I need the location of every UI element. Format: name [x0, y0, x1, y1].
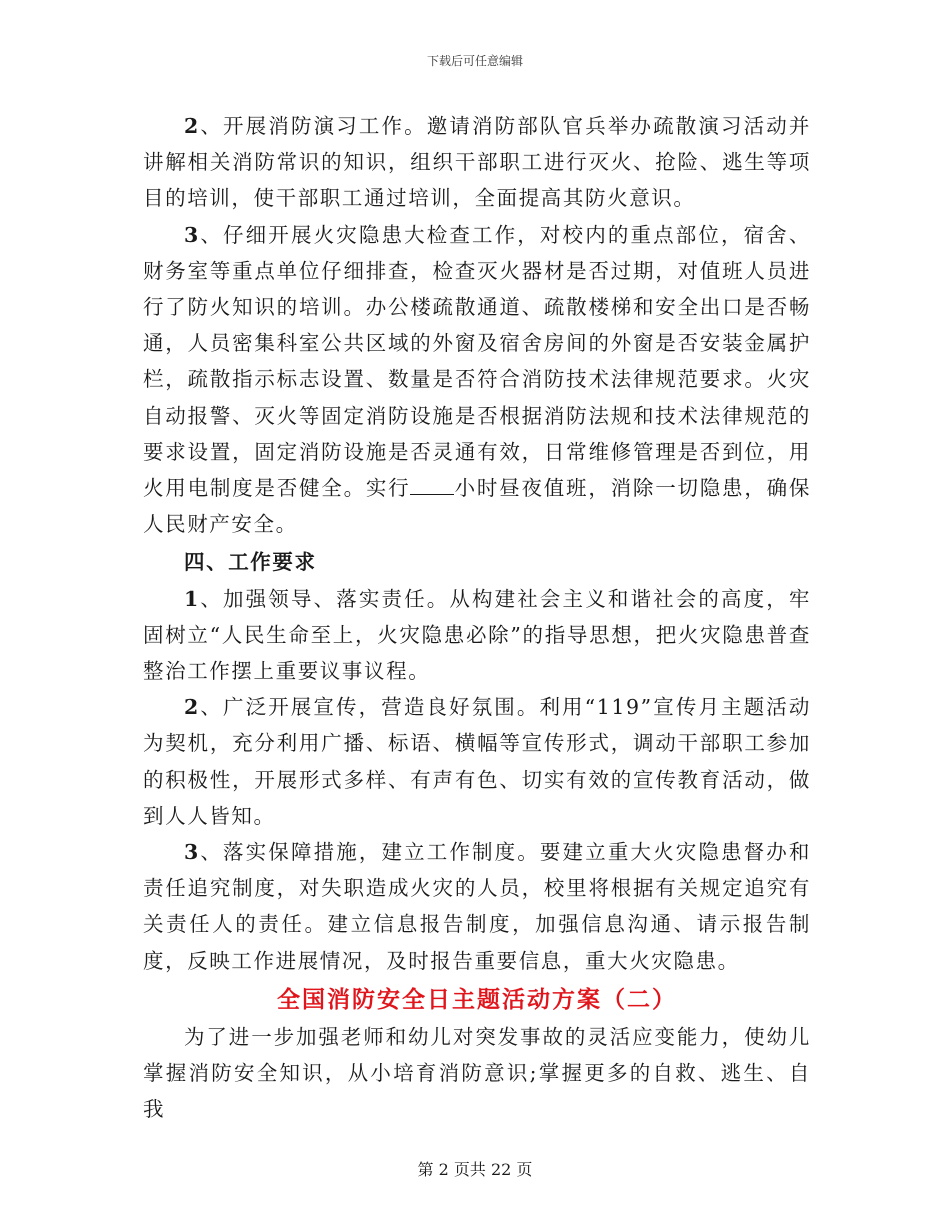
- document-title: 全国消防安全日主题活动方案（二）: [277, 985, 677, 1013]
- intro-paragraph: 为了进一步加强老师和幼儿对突发事故的灵活应变能力，使幼儿掌握消防安全知识，从小培育消防意识;掌握更多的自救、逃生、自我: [143, 1024, 811, 1122]
- item-number: 1: [184, 586, 200, 611]
- requirement-item-1: [143, 581, 811, 690]
- section-heading: 四、工作要求: [184, 550, 317, 575]
- item-number: 2: [184, 114, 200, 138]
- requirement-item-2: [143, 689, 811, 834]
- requirement-text: 、落实保障措施，建立工作制度。要建立重大火灾隐患督办和责任追究制度，对失职造成火灾的人员，校里将根据有关规定追究有关责任人的责任。建立信息报告制度，加强信息沟通、请示报告制度，反映工作进展情况，及时报告重要信息，重大火灾隐患。: [143, 840, 811, 973]
- paragraph-item-3: [143, 217, 811, 543]
- item-number: 3: [184, 222, 200, 247]
- item-number: 2: [184, 695, 200, 720]
- paragraph-text: 、开展消防演习工作。邀请消防部队官兵举办疏散演习活动并讲解相关消防常识的知识，组织干部职工进行灭火、抢险、逃生等项目的培训，使干部职工通过培训，全面提高其防火意识。: [143, 114, 811, 211]
- page-footer: 第 2 页共 22 页: [417, 1160, 533, 1179]
- item-number: 3: [184, 840, 200, 865]
- requirement-text: 、广泛开展宣传，营造良好氛围。利用“119”宣传月主题活动为契机，充分利用广播、标语、横幅等宣传形式，调动干部职工参加的积极性，开展形式多样、有声有色、切实有效的宣传教育活动，做到人人皆知。: [143, 695, 811, 828]
- paragraph-text-continued: 小时昼夜值班，消除一切隐患，确保人民财产安全。: [143, 476, 812, 537]
- requirement-item-3: [143, 834, 811, 979]
- requirement-text: 、加强领导、落实责任。从构建社会主义和谐社会的高度，牢固树立“人民生命至上，火灾隐患必除”的指导思想，把火灾隐患普查整治工作摆上重要议事议程。: [143, 586, 811, 684]
- page-header: 下载后可任意编辑: [426, 54, 523, 68]
- document-body: [143, 108, 811, 1127]
- paragraph-text: 、仔细开展火灾隐患大检查工作，对校内的重点部位，宿舍、财务室等重点单位仔细排查，检查灭火器材是否过期，对值班人员进行了防火知识的培训。办公楼疏散通道、疏散楼梯和安全出口是否畅通，人员密集科室公共区域的外窗及宿舍房间的外窗是否安装金属护栏，疏散指示标志设置、数量是否符合消防技术法律规范要求。火灾自动报警、灭火等固定消防设施是否根据消防法规和技术法律规范的要求设置，固定消防设施是否灵通有效，日常维修管理是否到位，用火用电制度是否健全。实行: [143, 222, 811, 501]
- fill-in-blank: [410, 476, 454, 495]
- paragraph-item-2: [143, 108, 811, 217]
